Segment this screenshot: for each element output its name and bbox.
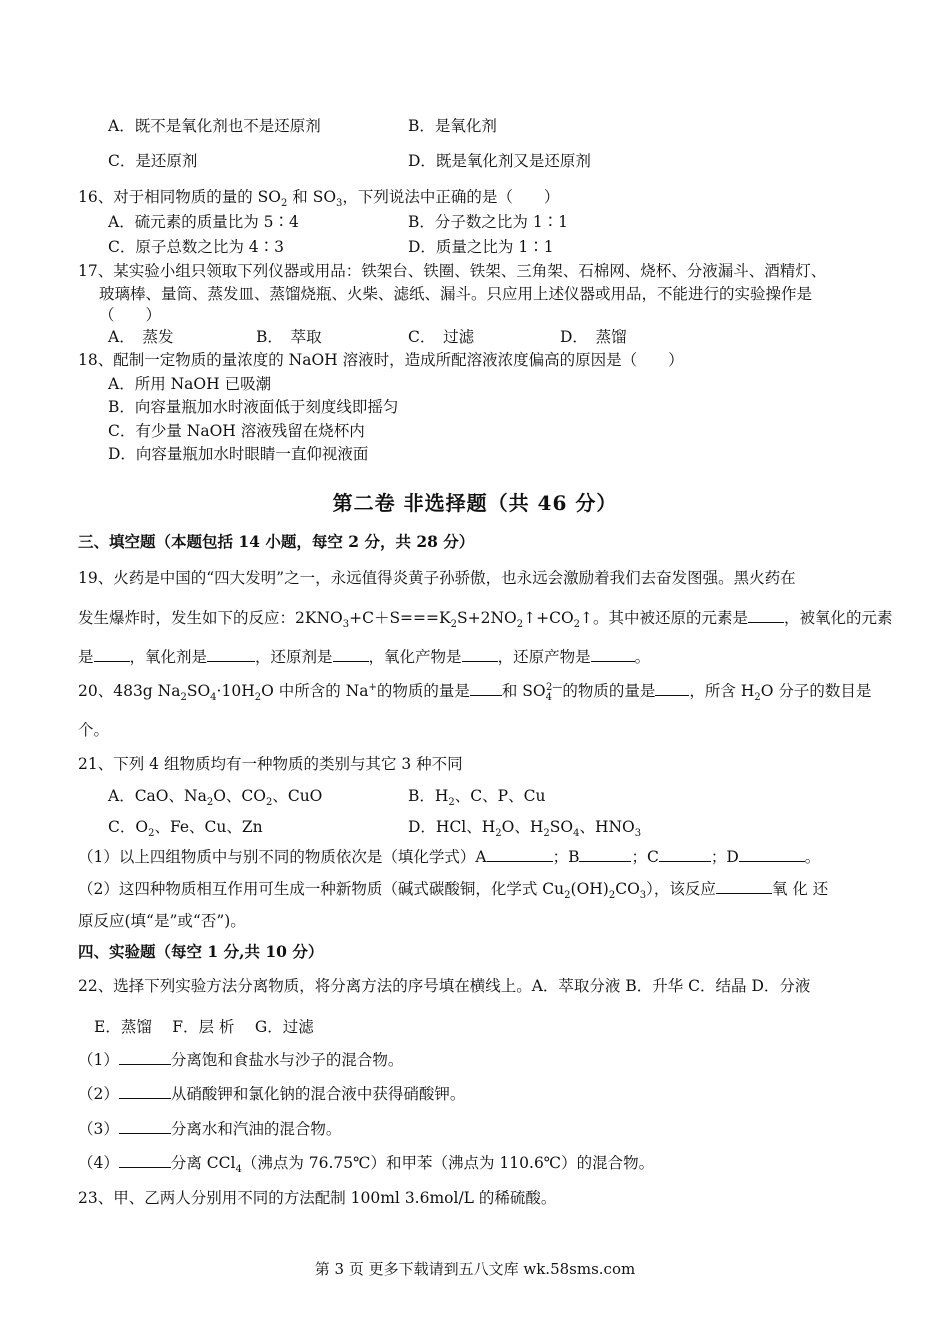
blank[interactable] [462, 647, 498, 662]
q22-part3: （3） 分离水和汽油的混合物。 [78, 1120, 342, 1138]
blank[interactable] [119, 1084, 171, 1099]
q16-option-d: D．质量之比为 1∶1 [408, 238, 554, 256]
q17-stem-line3: （ ） [99, 306, 162, 324]
blank[interactable] [119, 1119, 171, 1134]
page-footer: 第 3 页 更多下载请到五八文库 wk.58sms.com [314, 1260, 636, 1278]
q21-option-b: B．$H_2$、C、P、Cu [408, 787, 546, 809]
q21-part2: （2）这四种物质相互作用可生成一种新物质（碱式碳酸铜，化学式 $Cu_2(OH)_2CO_3$），该反应 氧 化 还 [78, 880, 829, 902]
blank[interactable] [119, 1050, 171, 1065]
q16-option-c: C．原子总数之比为 4∶3 [108, 238, 285, 256]
part4-heading: 四、实验题（每空 1 分,共 10 分） [78, 942, 324, 961]
q19-line2: 发生爆炸时，发生如下的反应：$2KNO_3+C+S===K_2S+2NO_2↑+CO_2↑$。其中被还原的元素是 ，被氧化的元素 [78, 609, 893, 631]
q15-option-c: C．是还原剂 [108, 152, 198, 170]
q18-option-d: D．向容量瓶加水时眼睛一直仰视液面 [108, 445, 369, 463]
q18-option-b: B．向容量瓶加水时液面低于刻度线即摇匀 [108, 398, 399, 416]
section-title: 第二卷 非选择题（共 46 分） [332, 491, 618, 515]
q18-option-a: A．所用 NaOH 已吸潮 [108, 375, 272, 393]
blank[interactable] [333, 647, 369, 662]
q17-option-a: A． 蒸发 [108, 328, 174, 346]
blank[interactable] [470, 681, 502, 696]
q15-option-d: D．既是氧化剂又是还原剂 [408, 152, 591, 170]
q17-option-b: B． 萃取 [256, 328, 322, 346]
q17-stem-line1: 17、某实验小组只领取下列仪器或用品：铁架台、铁圈、铁架、三角架、石棉网、烧杯、分液漏斗、酒精灯、 [78, 262, 827, 280]
q20-line2: 个。 [78, 721, 110, 739]
q16-option-a: A．硫元素的质量比为 5∶4 [108, 213, 299, 231]
blank[interactable] [716, 879, 772, 894]
q21-stem: 21、下列 4 组物质均有一种物质的类别与其它 3 种不同 [78, 755, 463, 773]
q21-part2-line2: 原反应(填“是”或“否”)。 [78, 912, 246, 930]
q15-option-b: B．是氧化剂 [408, 117, 497, 135]
q22-line1: 22、选择下列实验方法分离物质，将分离方法的序号填在横线上。A．萃取分液 B．升华 C．结晶 D．分液 [78, 977, 811, 995]
q18-stem: 18、配制一定物质的量浓度的 NaOH 溶液时，造成所配溶液浓度偏高的原因是（ ） [78, 351, 684, 369]
q15-option-a: A．既不是氧化剂也不是还原剂 [108, 117, 321, 135]
blank[interactable] [207, 647, 255, 662]
q17-stem-line2: 玻璃棒、量筒、蒸发皿、蒸馏烧瓶、火柴、滤纸、漏斗。只应用上述仪器或用品，不能进行的实验操作是 [99, 285, 813, 303]
blank[interactable] [591, 647, 635, 662]
q16-stem: 16、对于相同物质的量的 $SO_2$ 和 $SO_3$，下列说法中正确的是（ ） [78, 188, 560, 210]
q19-line3: 是 ，氧化剂是 ，还原剂是 ，氧化产物是 ，还原产物是 。 [78, 648, 651, 666]
part3-heading: 三、填空题（本题包括 14 小题，每空 2 分，共 28 分） [78, 532, 475, 551]
q22-part1: （1） 分离饱和食盐水与沙子的混合物。 [78, 1051, 404, 1069]
blank[interactable] [94, 647, 130, 662]
blank[interactable] [579, 847, 631, 862]
q22-part2: （2） 从硝酸钾和氯化钠的混合液中获得硝酸钾。 [78, 1085, 466, 1103]
q21-part1: （1）以上四组物质中与别不同的物质依次是（填化学式）A ；B ；C ；D 。 [78, 848, 821, 866]
blank[interactable] [739, 847, 805, 862]
q18-option-c: C．有少量 NaOH 溶液残留在烧杯内 [108, 422, 365, 440]
q17-option-c: C． 过滤 [408, 328, 475, 346]
blank[interactable] [659, 847, 711, 862]
blank[interactable] [487, 847, 553, 862]
q22-part4: （4） 分离 CCl$_4$（沸点为 76.75℃）和甲苯（沸点为 110.6℃）的混合物。 [78, 1154, 655, 1176]
q19-line1: 19、火药是中国的“四大发明”之一，永远值得炎黄子孙骄傲，也永远会激励着我们去奋发图强。黑火药在 [78, 569, 796, 587]
q20-line1: 20、483g $Na_2SO_4\cdot 10H_2O$ 中所含的 Na+的物质的量是 和 $SO_4^{2—}$的物质的量是 ，所含 $H_2O$ 分子的数目是 [78, 681, 872, 704]
blank[interactable] [655, 681, 689, 696]
q23-stem: 23、甲、乙两人分别用不同的方法配制 100ml 3.6mol/L 的稀硫酸。 [78, 1189, 557, 1207]
q21-option-c: C．$O_2$、Fe、Cu、Zn [108, 818, 263, 840]
q21-option-d: D．HCl、$H_2O$、$H_2SO_4$、$HNO_3$ [408, 818, 642, 840]
q16-option-b: B．分子数之比为 1∶1 [408, 213, 569, 231]
q17-option-d: D． 蒸馏 [560, 328, 627, 346]
q22-line2: E．蒸馏 F．层 析 G．过滤 [94, 1018, 314, 1036]
blank[interactable] [119, 1153, 171, 1168]
blank[interactable] [748, 608, 784, 623]
q21-option-a: A．CaO、$Na_2O$、$CO_2$、CuO [108, 787, 323, 809]
